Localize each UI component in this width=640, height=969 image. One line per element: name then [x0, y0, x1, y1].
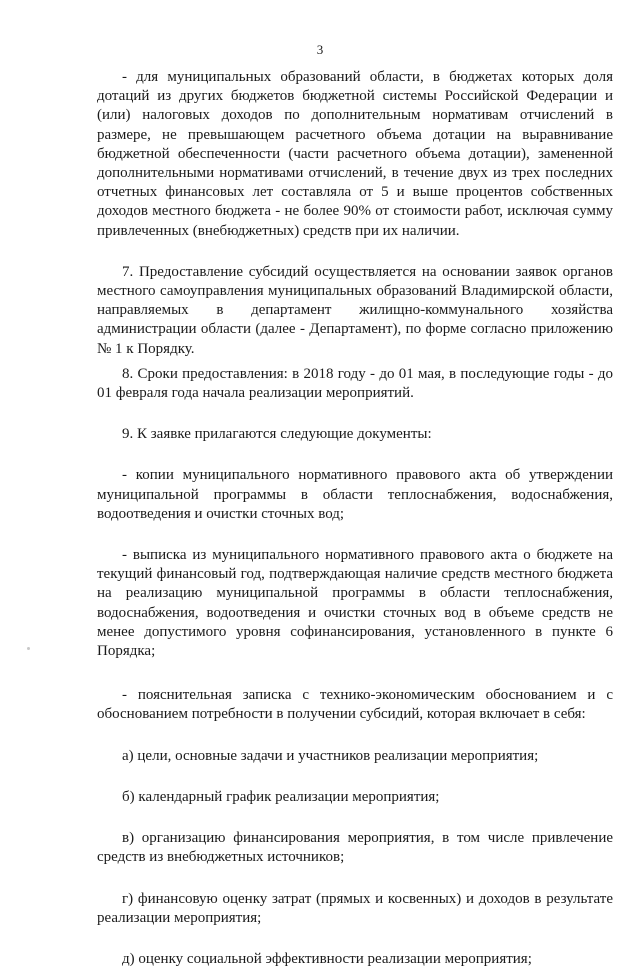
page-number: 3 — [316, 42, 324, 57]
paragraph-item-9: 9. К заявке прилагаются следующие документы: — [122, 426, 432, 443]
list-item-program-act: - копии муниципального нормативного правового акта об утверждении муниципальной программы в области теплоснабжения, водоснабжения, водоотведения и очистки сточных вод; — [97, 467, 613, 522]
list-item-d: д) оценку социальной эффективности реализации мероприятия; — [122, 950, 532, 967]
list-item-a: а) цели, основные задачи и участников реализации мероприятия; — [122, 747, 539, 764]
list-item-g: г) финансовую оценку затрат (прямых и косвенных) и доходов в результате реализации мероприятия; — [97, 890, 613, 926]
list-item-explanatory-note: - пояснительная записка с технико-экономическим обоснованием и с обоснованием потребности в получении субсидий, которая включает в себя: — [97, 687, 613, 723]
list-item-v: в) организацию финансирования мероприятия, в том числе привлечение средств из внебюджетных источников; — [97, 830, 613, 866]
scan-speck — [27, 647, 30, 650]
document-body — [97, 68, 613, 969]
paragraph-item-7: 7. Предоставление субсидий осуществляется на основании заявок органов местного самоуправления муниципальных образований Владимирской области, направляемых в департамент жилищно-коммунального хозяйства администрации области (далее - Департамент), по форме согласно приложению № 1 к Порядку. — [97, 263, 613, 357]
paragraph-item-8: 8. Сроки предоставления: в 2018 году - до 01 мая, в последующие годы - до 01 февраля года начала реализации мероприятий. — [97, 365, 613, 402]
paragraph-budget-condition: - для муниципальных образований области, в бюджетах которых доля дотаций из других бюджетов бюджетной системы Российской Федерации и (или) налоговых доходов по дополнительным нормативам отчислений в размере, не превышающем расчетного объема дотации на выравнивание бюджетной обеспеченности (части расчетного объема дотации), замененной дополнительными нормативами отчислений, в течение двух из трех последних отчетных финансовых лет составляла от 5 и выше процентов собственных доходов местного бюджета - не более 90% от стоимости работ, исключая сумму привлеченных (внебюджетных) средств при их наличии. — [97, 69, 613, 239]
list-item-budget-extract: - выписка из муниципального нормативного правового акта о бюджете на текущий финансовый год, подтверждающая наличие средств местного бюджета на реализацию муниципальной программы в области теплоснабжения, водоснабжения, водоотведения и очистки сточных вод в объеме средств не менее допустимого уровня софинансирования, установленного в пункте 6 Порядка; — [97, 547, 613, 660]
list-item-b: б) календарный график реализации мероприятия; — [122, 788, 440, 805]
